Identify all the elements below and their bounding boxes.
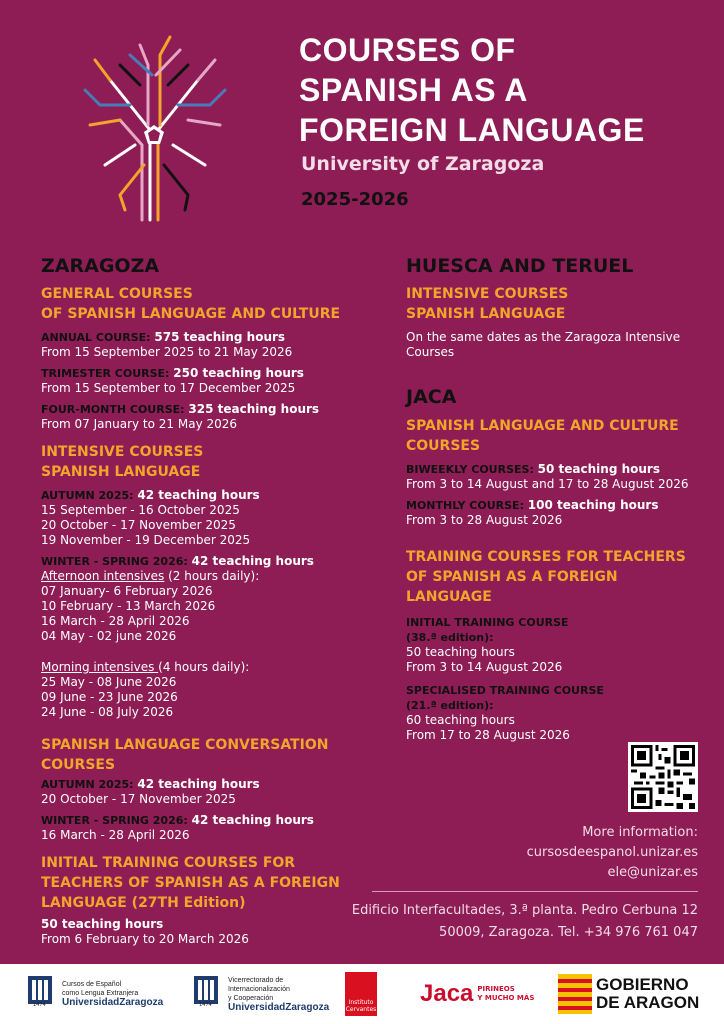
afternoon-date: 07 January- 6 February 2026 (41, 584, 213, 598)
huesca-note: On the same dates as the Zaragoza Intensive (406, 330, 681, 344)
logo-cursos-espanol: Cursos de Español como Lengua Extranjera UniversidadZaragoza (24, 964, 163, 1024)
specialised-training-dates: From 17 to 28 August 2026 (406, 728, 570, 742)
biweekly-course: BIWEEKLY COURSES: 50 teaching hours (406, 462, 660, 476)
email-link[interactable]: ele@unizar.es (607, 865, 698, 880)
afternoon-intensives: Afternoon intensives (2 hours daily): (41, 569, 260, 583)
seal-year-2: 1474 (199, 1002, 212, 1008)
morning-date: 24 June - 08 July 2026 (41, 705, 174, 719)
qr-code[interactable] (628, 742, 698, 812)
contact-block (398, 823, 698, 883)
initial-heading-2: TEACHERS OF SPANISH AS A FOREIGN (41, 875, 340, 891)
initial-training-dates: From 3 to 14 August 2026 (406, 660, 563, 674)
cervantes-icon: Instituto Cervantes (345, 972, 377, 1016)
biweekly-dates: From 3 to 14 August and 17 to 28 August 2026 (406, 477, 689, 491)
conversation-autumn: AUTUMN 2025: 42 teaching hours (41, 777, 260, 791)
conversation-autumn-dates: 20 October - 17 November 2025 (41, 792, 236, 806)
monthly-dates: From 3 to 28 August 2026 (406, 513, 563, 527)
morning-date: 09 June - 23 June 2026 (41, 690, 178, 704)
seal-year-1: 1474 (33, 1002, 46, 1008)
four-month-dates: From 07 January to 21 May 2026 (41, 417, 238, 431)
general-heading-2: OF SPANISH LANGUAGE AND CULTURE (41, 306, 341, 322)
intensive-heading-1: INTENSIVE COURSES (41, 444, 204, 460)
initial-hours: 50 teaching hours (41, 917, 164, 931)
monthly-course: MONTHLY COURSE: 100 teaching hours (406, 498, 659, 512)
morning-intensives: Morning intensives (4 hours daily): (41, 660, 250, 674)
afternoon-date: 16 March - 28 April 2026 (41, 614, 190, 628)
website-link[interactable]: cursosdeespanol.unizar.es (526, 845, 698, 860)
initial-heading-3: LANGUAGE (27TH Edition) (41, 895, 246, 911)
initial-training-hours: 50 teaching hours (406, 645, 515, 659)
address-line-2: 50009, Zaragoza. Tel. +34 976 761 047 (439, 925, 698, 940)
training-heading-1: TRAINING COURSES FOR TEACHERS (406, 549, 686, 565)
logo-jaca: Jaca PIRINEOS Y MUCHO MÁS (420, 980, 535, 1007)
initial-training-label: INITIAL TRAINING COURSE (406, 616, 569, 629)
region-zaragoza: ZARAGOZA (41, 255, 160, 277)
specialised-training-hours: 60 teaching hours (406, 713, 515, 727)
jaca-culture-heading-2: COURSES (406, 438, 481, 454)
general-courses-section (41, 284, 371, 432)
annual-course: ANNUAL COURSE: 575 teaching hours (41, 330, 286, 344)
initial-dates: From 6 February to 20 March 2026 (41, 932, 249, 946)
huesca-section (406, 284, 716, 360)
autumn-date: 20 October - 17 November 2025 (41, 518, 236, 532)
initial-training-section (41, 853, 371, 947)
logo-instituto-cervantes (345, 964, 377, 1024)
more-info-label: More information: (582, 825, 698, 840)
jaca-culture-section (406, 416, 716, 528)
jaca-culture-heading-1: SPANISH LANGUAGE AND CULTURE (406, 418, 679, 434)
specialised-training-edition: (21.ª edition): (406, 699, 494, 712)
initial-training-edition: (38.ª edition): (406, 631, 494, 644)
trimester-dates: From 15 September to 17 December 2025 (41, 381, 296, 395)
region-jaca: JACA (406, 386, 457, 408)
training-heading-2: OF SPANISH AS A FOREIGN (406, 569, 618, 585)
specialised-training-label: SPECIALISED TRAINING COURSE (406, 684, 604, 697)
tree-logo (60, 25, 250, 230)
four-month-course: FOUR-MONTH COURSE: 325 teaching hours (41, 402, 320, 416)
intensive-courses-section (41, 442, 371, 720)
conversation-heading-2: COURSES (41, 757, 116, 773)
conversation-section (41, 735, 371, 843)
logo-gobierno-aragon: GOBIERNO DE ARAGON (558, 964, 699, 1024)
autumn-date: 15 September - 16 October 2025 (41, 503, 240, 517)
address-line-1: Edificio Interfacultades, 3.ª planta. Pedro Cerbuna 12 (351, 903, 698, 918)
intensive-heading-2: SPANISH LANGUAGE (41, 464, 201, 480)
conversation-winter: WINTER - SPRING 2026: 42 teaching hours (41, 813, 314, 827)
divider (372, 891, 698, 892)
jaca-training-section (406, 547, 716, 743)
conversation-winter-dates: 16 March - 28 April 2026 (41, 828, 190, 842)
annual-dates: From 15 September 2025 to 21 May 2026 (41, 345, 293, 359)
huesca-note: Courses (406, 345, 455, 359)
initial-heading-1: INITIAL TRAINING COURSES FOR (41, 855, 296, 871)
autumn-intensive: AUTUMN 2025: 42 teaching hours (41, 488, 260, 502)
academic-year: 2025-2026 (301, 189, 409, 210)
autumn-date: 19 November - 19 December 2025 (41, 533, 251, 547)
university-name: University of Zaragoza (301, 153, 545, 175)
winter-intensive: WINTER - SPRING 2026: 42 teaching hours (41, 554, 314, 568)
address-block (338, 900, 698, 944)
region-huesca-teruel: HUESCA AND TERUEL (406, 255, 634, 277)
afternoon-date: 10 February - 13 March 2026 (41, 599, 216, 613)
footer-logos (0, 964, 724, 1024)
huesca-heading-2: SPANISH LANGUAGE (406, 306, 566, 322)
trimester-course: TRIMESTER COURSE: 250 teaching hours (41, 366, 304, 380)
general-heading-1: GENERAL COURSES (41, 286, 193, 302)
poster-title: COURSES OF SPANISH AS A FOREIGN LANGUAGE (299, 32, 645, 148)
conversation-heading-1: SPANISH LANGUAGE CONVERSATION (41, 737, 329, 753)
logo-vicerrectorado: Vicerrectorado de Internacionalización y Cooperación UniversidadZaragoza (190, 964, 329, 1024)
morning-date: 25 May - 08 June 2026 (41, 675, 177, 689)
afternoon-date: 04 May - 02 june 2026 (41, 629, 177, 643)
training-heading-3: LANGUAGE (406, 589, 492, 605)
huesca-heading-1: INTENSIVE COURSES (406, 286, 569, 302)
aragon-flag-icon (558, 974, 592, 1014)
